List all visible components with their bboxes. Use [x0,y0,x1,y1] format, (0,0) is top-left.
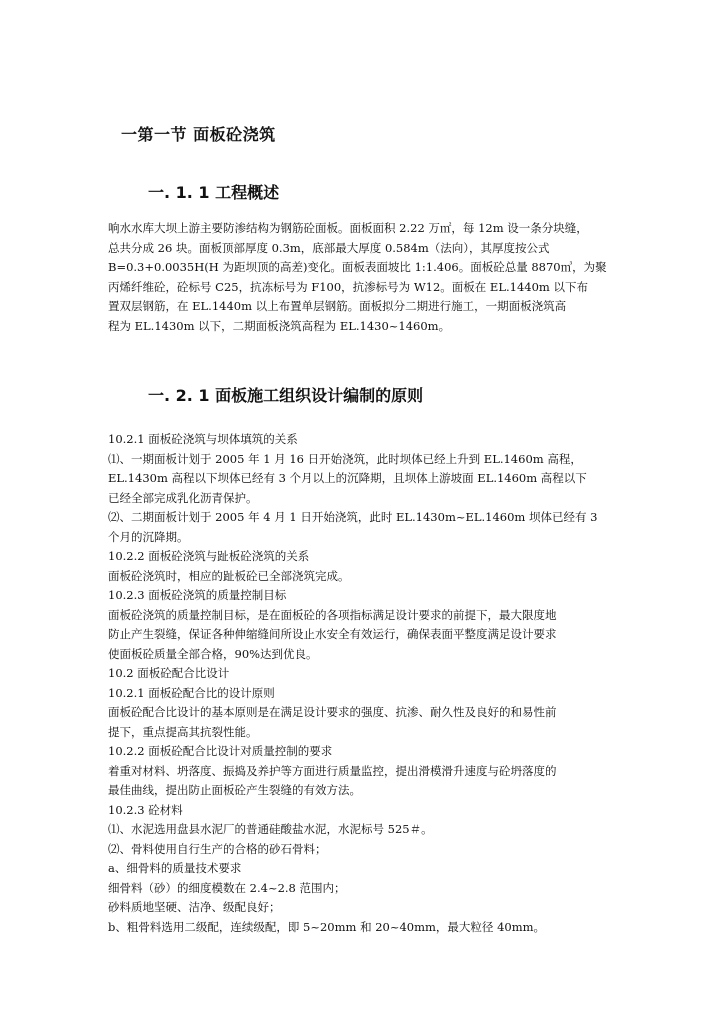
text-line: 10.2.1 面板砼配合比的设计原则 [108,685,275,700]
text-line: 已经全部完成乳化沥青保护。 [108,490,258,505]
text-line: 使面板砼质量全部合格，90%达到优良。 [108,646,318,661]
principles-body [108,430,628,937]
text-line: 总共分成 26 块。面板顶部厚度 0.3m，底部最大厚度 0.584m（法向），其厚度按公式 [108,240,550,255]
text-line: 10.2.1 面板砼浇筑与坝体填筑的关系 [108,432,298,446]
text-line: 提下，重点提高其抗裂性能。 [108,724,258,739]
text-line: 个月的沉降期。 [108,529,189,544]
text-line: b、粗骨料选用二级配，连续级配，即 5~20mm 和 20~40mm，最大粒径 40mm。 [108,919,546,934]
text-line: 防止产生裂缝，保证各种伸缩缝间所设止水安全有效运行，确保表面平整度满足设计要求 [108,627,557,641]
text-line: 置双层钢筋，在 EL.1440m 以上布置单层钢筋。面板拟分二期进行施工，一期面板浇筑高 [108,299,567,314]
text-line: 面板砼配合比设计的基本原则是在满足设计要求的强度、抗渗、耐久性及良好的和易性前 [108,705,557,719]
text-line: ⑴、一期面板计划于 2005 年 1 月 16 日开始浇筑，此时坝体已经上升到 EL.1460m 高程， [108,451,582,466]
overview-paragraph [108,219,628,337]
text-line: 最佳曲线，提出防止面板砼产生裂缝的有效方法。 [108,783,361,797]
text-line: 10.2.3 面板砼浇筑的质量控制目标 [108,588,287,602]
text-line: 面板砼浇筑时，相应的趾板砼已全部浇筑完成。 [108,568,350,583]
text-line: 面板砼浇筑的质量控制目标，是在面板砼的各项指标满足设计要求的前提下，最大限度地 [108,607,557,622]
text-line: 10.2.2 面板砼浇筑与趾板砼浇筑的关系 [108,549,310,563]
text-line: 10.2 面板砼配合比设计 [108,666,230,680]
text-line: 程为 EL.1430m 以下，二期面板浇筑高程为 EL.1430~1460m。 [108,318,451,333]
text-line: ⑵、二期面板计划于 2005 年 4 月 1 日开始浇筑，此时 EL.1430m~EL.1460m 坝体已经有 3 [108,510,598,524]
text-line: 着重对材料、坍落度、振捣及养护等方面进行质量监控，提出滑模滑升速度与砼坍落度的 [108,763,557,778]
section-title: 一第一节 面板砼浇筑 [121,125,276,144]
subsection-title-principles: 一. 2. 1 面板施工组织设计编制的原则 [148,386,424,405]
text-line: EL.1430m 高程以下坝体已经有 3 个月以上的沉降期，且坝体上游坡面 EL.1460m 高程以下 [108,471,587,485]
subsection-title-overview: 一. 1. 1 工程概述 [148,183,280,202]
text-line: a、细骨料的质量技术要求 [108,861,242,875]
text-line: 丙烯纤维砼，砼标号 C25，抗冻标号为 F100，抗渗标号为 W12。面板在 EL.1440m 以下布 [108,279,588,294]
text-line: 细骨料（砂）的细度模数在 2.4~2.8 范围内； [108,880,346,895]
text-line: 砂料质地坚硬、洁净、级配良好； [108,900,281,914]
text-line: 响水水库大坝上游主要防渗结构为钢筋砼面板。面板面积 2.22 万㎡，每 12m 设一条分块缝， [108,221,588,235]
text-line: B=0.3+0.0035H(H 为距坝顶的高差)变化。面板表面坡比 1:1.406。面板砼总量 8870㎥，为聚 [108,260,607,275]
text-line: ⑴、水泥选用盘县水泥厂的普通硅酸盐水泥，水泥标号 525＃。 [108,822,433,836]
text-line: ⑵、骨料使用自行生产的合格的砂石骨料； [108,841,327,856]
text-line: 10.2.2 面板砼配合比设计对质量控制的要求 [108,744,333,758]
text-line: 10.2.3 砼材料 [108,802,183,817]
